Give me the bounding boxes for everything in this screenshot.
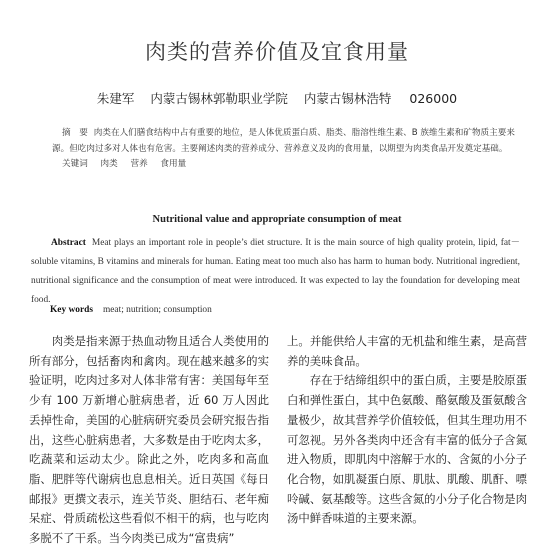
- author-affiliation: 内蒙古锡林郭勒职业学院: [150, 91, 288, 106]
- english-keywords: [50, 305, 212, 315]
- body-left-column: [29, 332, 269, 546]
- english-keywords-label: Key words: [50, 305, 93, 315]
- paper-title: 肉类的营养价值及宜食用量: [145, 40, 409, 64]
- author-location: 内蒙古锡林浩特: [303, 91, 392, 106]
- body-paragraph: 上。并能供给人丰富的无机盐和维生素，是高营养的美味食品。: [287, 334, 527, 368]
- keywords-label: 关键词: [62, 159, 88, 169]
- body-paragraph: 存在于结缔组织中的蛋白质，主要是胶原蛋白和弹性蛋白，其中色氨酸、酪氨酸及蛋氨酸含量极少，故其营养学价值较低，但其生理功用不可忽视。另外各类肉中还含有丰富的低分子含氮进入物质，即肌肉中溶解于水的、含氮的小分子化合物，如肌凝蛋白原、肌肽、肌酸、肌酐、嘌呤碱、氨基酸等。这些含氮的小分子化合物是肉汤中鲜香味道的主要来源。: [287, 373, 527, 526]
- english-title: Nutritional value and appropriate consumption of meat: [152, 214, 402, 225]
- body-paragraph: 肉类是指来源于热血动物且适合人类使用的所有部分，包括畜肉和禽肉。现在越来越多的实验证明，吃肉过多对人体非常有害：美国每年至少有 100 万新增心脏病患者，近 60 万人因此丢掉性命，美国的心脏病研究委员会研究报告指出，这些心脏病患者，大多数是由于吃肉太多，吃蔬菜和运动太少。除此之外，吃肉多和高血脂、肥胖等代谢病也息息相关。近日英国《每日邮报》更撰文表示，连关节炎、胆结石、老年痴呆症、骨质疏松这些看似不相干的病，也与吃肉多脱不了干系。当今肉类已成为“富贵病”: [29, 334, 269, 546]
- author-line: [0, 89, 554, 107]
- english-abstract-label: Abstract: [51, 238, 86, 248]
- english-abstract: [31, 234, 520, 310]
- body-right-column: [287, 332, 527, 526]
- english-keywords-text: meat; nutrition; consumption: [102, 305, 212, 315]
- keyword: 食用量: [160, 159, 187, 169]
- chinese-abstract: [52, 126, 522, 173]
- author-postcode: 026000: [409, 91, 458, 106]
- english-abstract-text: Meat plays an important role in people’s diet structure. It is the main source of high quality protein, lipid, fat－soluble vitamins, B vitamins and minerals for human. Eating meat too much also has harm to human body. Nutritional ingredient, nutritional significance and the consumption of meat were introduced. It was expected to lay the foundation for developing meat food.: [31, 238, 520, 305]
- abstract-label: 摘 要: [62, 128, 88, 138]
- keyword: 肉类: [100, 159, 118, 169]
- abstract-text: 肉类在人们膳食结构中占有重要的地位，是人体优质蛋白质、脂类、脂溶性维生素、B 族维生素和矿物质主要来源。但吃肉过多对人体也有危害。主要阐述肉类的营养成分、营养意义及肉的食用量，以期望为肉类食品开发奠定基础。: [52, 128, 515, 154]
- author-name: 朱建军: [96, 91, 135, 106]
- chinese-keywords: [52, 157, 522, 173]
- keyword: 营养: [130, 159, 148, 169]
